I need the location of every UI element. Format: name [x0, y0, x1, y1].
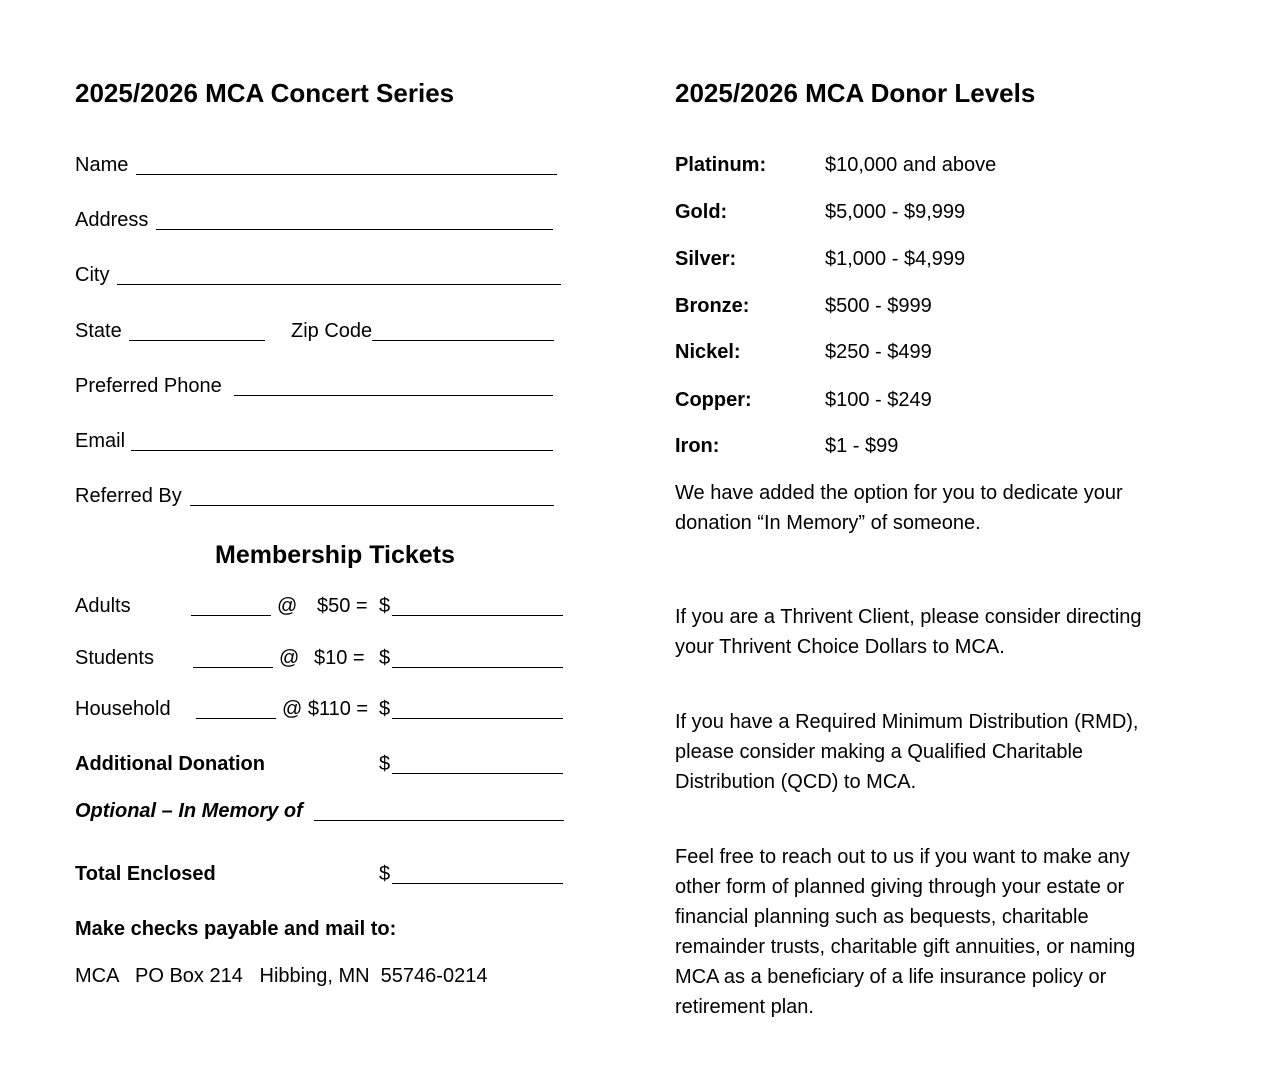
- students-at: @: [279, 647, 300, 669]
- membership-tickets-heading: Membership Tickets: [215, 541, 455, 569]
- level-range: $100 - $249: [825, 389, 932, 411]
- name-line[interactable]: [136, 174, 557, 175]
- planned-giving-paragraph: Feel free to reach out to us if you want to make any other form of planned giving through your estate or financial planning such as bequests, charitable remainder trusts, charitable gift annuities, or naming MCA as a beneficiary of a life insurance policy or retirement plan.: [675, 846, 1136, 1018]
- level-name: Nickel:: [675, 341, 741, 363]
- students-dollar: $: [379, 647, 391, 669]
- total-amount-line[interactable]: [392, 883, 563, 884]
- donor-levels-title: 2025/2026 MCA Donor Levels: [675, 78, 1036, 108]
- city-line[interactable]: [117, 284, 561, 285]
- referred-label: Referred By: [75, 485, 182, 507]
- total-dollar: $: [379, 863, 391, 885]
- level-range: $250 - $499: [825, 341, 932, 363]
- rmd-paragraph: If you have a Required Minimum Distribution (RMD), please consider making a Qualified Charitable Distribution (QCD) to MCA.: [675, 711, 1139, 793]
- household-dollar: $: [379, 698, 391, 720]
- level-name: Platinum:: [675, 154, 767, 176]
- adults-amount-line[interactable]: [392, 615, 563, 616]
- referred-line[interactable]: [190, 505, 554, 506]
- students-qty-line[interactable]: [193, 667, 273, 668]
- students-amount-line[interactable]: [392, 667, 563, 668]
- level-range: $5,000 - $9,999: [825, 201, 966, 223]
- zip-label: Zip Code: [291, 320, 373, 342]
- household-at-price: @ $110 =: [282, 698, 369, 720]
- level-name: Bronze:: [675, 295, 750, 317]
- in-memory-paragraph: We have added the option for you to dedicate your donation “In Memory” of someone.: [675, 482, 1123, 534]
- zip-line[interactable]: [372, 340, 554, 341]
- adults-qty-line[interactable]: [191, 615, 271, 616]
- state-line[interactable]: [129, 340, 265, 341]
- level-name: Copper:: [675, 389, 752, 411]
- email-line[interactable]: [131, 450, 553, 451]
- level-name: Iron:: [675, 435, 720, 457]
- address-line[interactable]: [156, 229, 553, 230]
- household-label: Household: [75, 698, 171, 720]
- email-label: Email: [75, 430, 126, 452]
- students-label: Students: [75, 647, 154, 669]
- household-amount-line[interactable]: [392, 718, 563, 719]
- in-memory-line[interactable]: [314, 820, 564, 821]
- name-label: Name: [75, 154, 129, 176]
- phone-label: Preferred Phone: [75, 375, 222, 397]
- level-range: $10,000 and above: [825, 154, 997, 176]
- adults-price: $50 =: [317, 595, 368, 617]
- additional-amount-line[interactable]: [392, 773, 563, 774]
- adults-dollar: $: [379, 595, 391, 617]
- household-qty-line[interactable]: [196, 718, 276, 719]
- thrivent-paragraph: If you are a Thrivent Client, please consider directing your Thrivent Choice Dollars to MCA.: [675, 606, 1142, 658]
- concert-series-title: 2025/2026 MCA Concert Series: [75, 78, 455, 108]
- adults-label: Adults: [75, 595, 131, 617]
- level-range: $1 - $99: [825, 435, 899, 457]
- level-range: $500 - $999: [825, 295, 932, 317]
- total-enclosed-label: Total Enclosed: [75, 863, 216, 885]
- adults-at: @: [277, 595, 298, 617]
- mailing-address: MCA PO Box 214 Hibbing, MN 55746-0214: [75, 965, 488, 987]
- level-range: $1,000 - $4,999: [825, 248, 966, 270]
- level-name: Silver:: [675, 248, 737, 270]
- students-price: $10 =: [314, 647, 365, 669]
- in-memory-label: Optional – In Memory of: [75, 800, 303, 822]
- level-name: Gold:: [675, 201, 728, 223]
- address-label: Address: [75, 209, 149, 231]
- phone-line[interactable]: [234, 395, 553, 396]
- state-label: State: [75, 320, 122, 342]
- city-label: City: [75, 264, 110, 286]
- additional-dollar: $: [379, 753, 391, 775]
- checks-payable-label: Make checks payable and mail to:: [75, 918, 397, 940]
- additional-donation-label: Additional Donation: [75, 753, 265, 775]
